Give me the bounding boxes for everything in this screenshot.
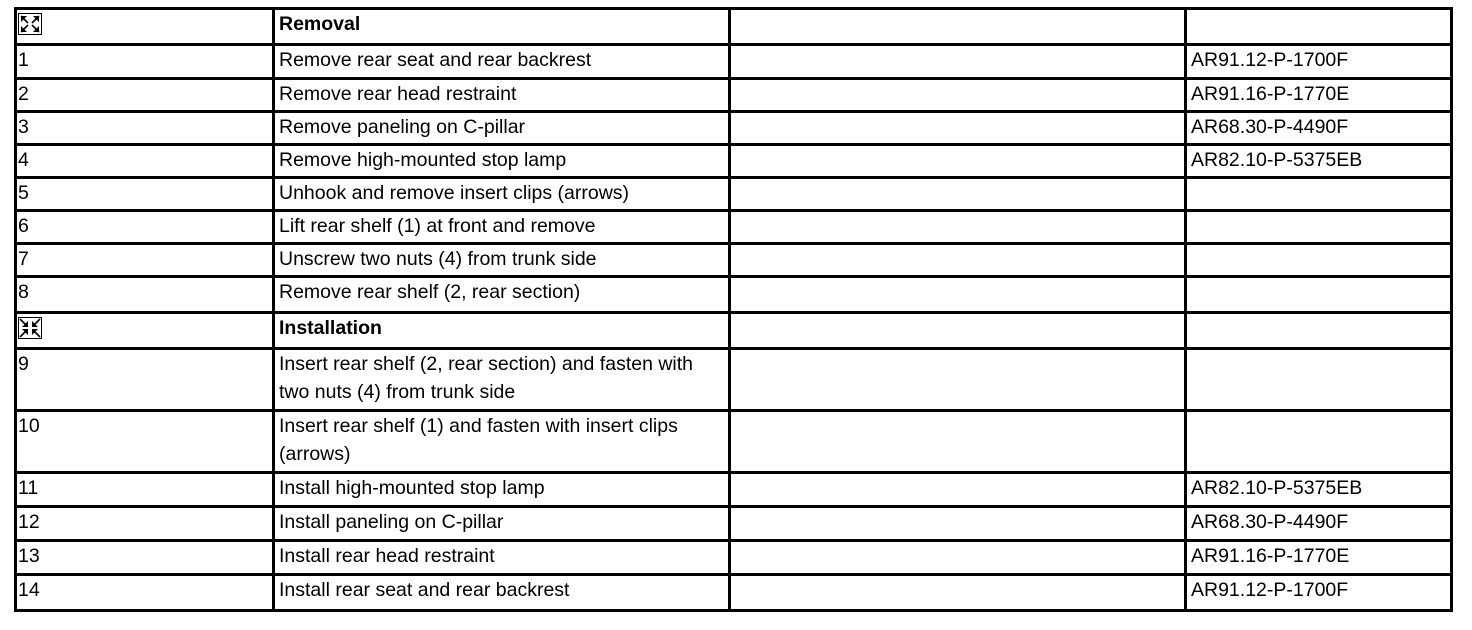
- step-row: [16, 541, 1452, 575]
- step-number-cell: 3: [16, 112, 274, 145]
- step-row: [16, 349, 1452, 411]
- step-description-cell: Install paneling on C-pillar: [274, 507, 730, 541]
- step-row: [16, 45, 1452, 79]
- reference-cell: AR68.30-P-4490F: [1186, 507, 1452, 541]
- step-row: [16, 507, 1452, 541]
- figure-cell: [730, 244, 1186, 277]
- step-row: [16, 211, 1452, 244]
- step-number-cell: 1: [16, 45, 274, 79]
- step-number-cell: 6: [16, 211, 274, 244]
- procedure-table: [14, 7, 1453, 612]
- reference-cell: [1186, 178, 1452, 211]
- step-number-cell: 8: [16, 277, 274, 313]
- step-number-cell: [16, 313, 274, 349]
- reference-cell: [1186, 349, 1452, 411]
- figure-cell: [730, 9, 1186, 45]
- step-description-cell: Install rear seat and rear backrest: [274, 575, 730, 611]
- step-description-cell: Remove paneling on C-pillar: [274, 112, 730, 145]
- figure-cell: [730, 575, 1186, 611]
- step-description-cell: Unscrew two nuts (4) from trunk side: [274, 244, 730, 277]
- figure-cell: [730, 79, 1186, 112]
- step-number-cell: 5: [16, 178, 274, 211]
- reference-cell: [1186, 411, 1452, 473]
- figure-cell: [730, 277, 1186, 313]
- section-header-row: [16, 313, 1452, 349]
- step-description-cell: Install rear head restraint: [274, 541, 730, 575]
- step-description-cell: Lift rear shelf (1) at front and remove: [274, 211, 730, 244]
- expand-arrows-icon: [18, 13, 42, 35]
- step-description-cell: Install high-mounted stop lamp: [274, 473, 730, 507]
- step-description-cell: Removal: [274, 9, 730, 45]
- figure-cell: [730, 178, 1186, 211]
- step-row: [16, 575, 1452, 611]
- reference-cell: AR91.16-P-1770E: [1186, 79, 1452, 112]
- section-header-row: [16, 9, 1452, 45]
- step-row: [16, 411, 1452, 473]
- figure-cell: [730, 507, 1186, 541]
- step-row: [16, 244, 1452, 277]
- figure-cell: [730, 112, 1186, 145]
- reference-cell: [1186, 244, 1452, 277]
- reference-cell: AR91.12-P-1700F: [1186, 45, 1452, 79]
- step-number-cell: 13: [16, 541, 274, 575]
- reference-cell: [1186, 9, 1452, 45]
- step-description-cell: Insert rear shelf (2, rear section) and fasten with two nuts (4) from trunk side: [274, 349, 730, 411]
- procedure-table-body: [16, 9, 1452, 611]
- figure-cell: [730, 541, 1186, 575]
- reference-cell: [1186, 277, 1452, 313]
- step-number-cell: 14: [16, 575, 274, 611]
- step-row: [16, 473, 1452, 507]
- step-row: [16, 277, 1452, 313]
- figure-cell: [730, 211, 1186, 244]
- step-row: [16, 112, 1452, 145]
- step-row: [16, 79, 1452, 112]
- step-number-cell: 10: [16, 411, 274, 473]
- step-number-cell: 7: [16, 244, 274, 277]
- reference-cell: AR91.16-P-1770E: [1186, 541, 1452, 575]
- step-number-cell: 11: [16, 473, 274, 507]
- figure-cell: [730, 45, 1186, 79]
- step-description-cell: Remove rear head restraint: [274, 79, 730, 112]
- step-description-cell: Unhook and remove insert clips (arrows): [274, 178, 730, 211]
- figure-cell: [730, 473, 1186, 507]
- step-description-cell: Remove high-mounted stop lamp: [274, 145, 730, 178]
- reference-cell: [1186, 211, 1452, 244]
- collapse-arrows-icon: [18, 317, 42, 339]
- step-description-cell: Remove rear shelf (2, rear section): [274, 277, 730, 313]
- figure-cell: [730, 411, 1186, 473]
- reference-cell: AR91.12-P-1700F: [1186, 575, 1452, 611]
- figure-cell: [730, 145, 1186, 178]
- step-number-cell: [16, 9, 274, 45]
- step-row: [16, 178, 1452, 211]
- figure-cell: [730, 349, 1186, 411]
- step-row: [16, 145, 1452, 178]
- reference-cell: AR82.10-P-5375EB: [1186, 145, 1452, 178]
- step-description-cell: Insert rear shelf (1) and fasten with insert clips (arrows): [274, 411, 730, 473]
- step-number-cell: 12: [16, 507, 274, 541]
- step-description-cell: Remove rear seat and rear backrest: [274, 45, 730, 79]
- reference-cell: [1186, 313, 1452, 349]
- step-number-cell: 4: [16, 145, 274, 178]
- figure-cell: [730, 313, 1186, 349]
- reference-cell: AR68.30-P-4490F: [1186, 112, 1452, 145]
- step-number-cell: 9: [16, 349, 274, 411]
- step-description-cell: Installation: [274, 313, 730, 349]
- step-number-cell: 2: [16, 79, 274, 112]
- reference-cell: AR82.10-P-5375EB: [1186, 473, 1452, 507]
